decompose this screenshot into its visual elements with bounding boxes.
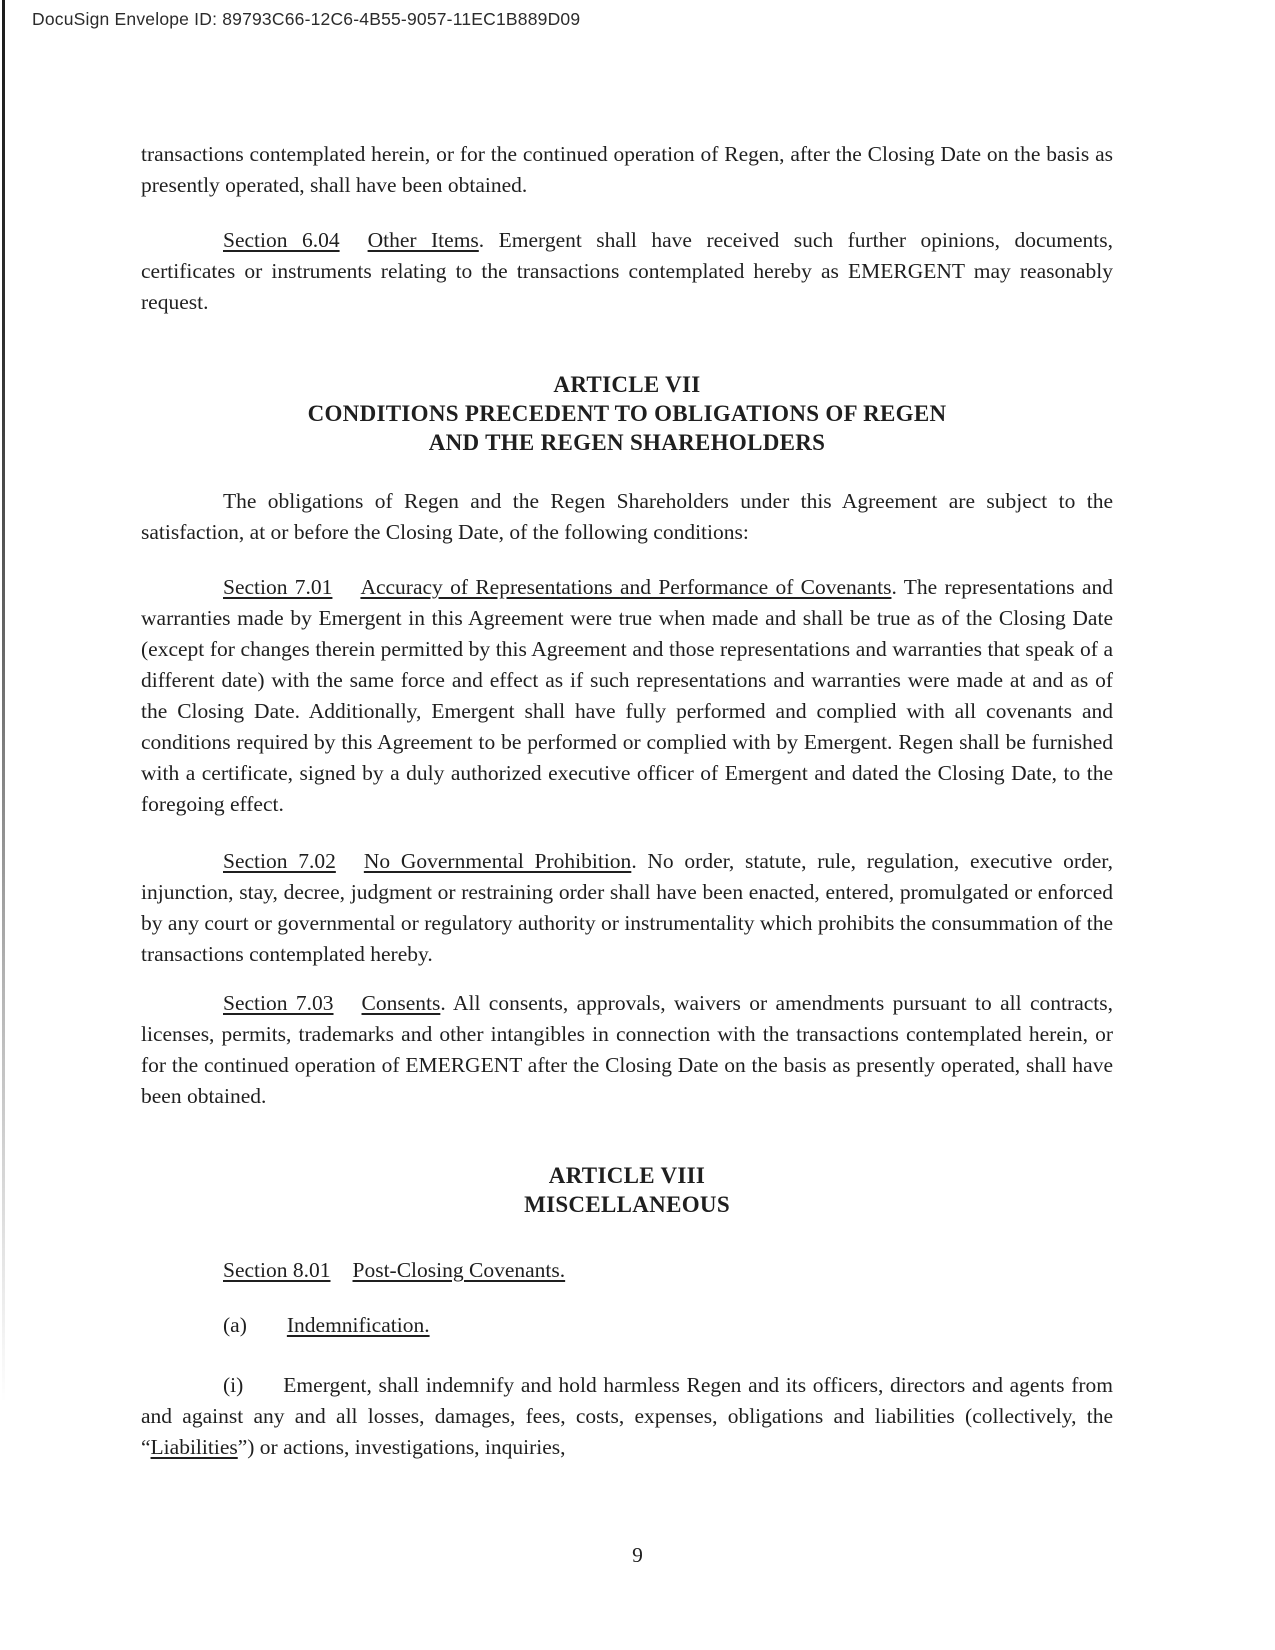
article-vii-title-line2: AND THE REGEN SHAREHOLDERS bbox=[428, 430, 826, 455]
article-vii-number: ARTICLE VII bbox=[553, 372, 701, 397]
scan-edge-artifact bbox=[2, 0, 5, 1650]
paragraph-carryover-text: transactions contemplated herein, or for the continued operation of Regen, after the Closing Date on the basis as presently operated, shall have been obtained. bbox=[141, 142, 1113, 197]
item-i-body-after: ”) or actions, investigations, inquiries, bbox=[237, 1435, 566, 1459]
item-i-label: (i) bbox=[223, 1373, 244, 1397]
section-7-02-number: Section 7.02 bbox=[223, 849, 336, 873]
section-7-03-title: Consents bbox=[361, 991, 441, 1015]
section-7-01-title: Accuracy of Representations and Performance of Covenants bbox=[360, 575, 892, 599]
paragraph-section-7-01 bbox=[141, 572, 1113, 820]
section-7-01-body: . The representations and warranties made by Emergent in this Agreement were true when made and shall be true as of the Closing Date (except for changes therein permitted by this Agreement and those representations and warranties that speak of a different date) with the same force and effect as if such representations and warranties were made at and as of the Closing Date. Additionally, Emergent shall have fully performed and complied with all covenants and conditions required by this Agreement to be performed or complied with by Emergent. Regen shall be furnished with a certificate, signed by a duly authorized executive officer of Emergent and dated the Closing Date, to the foregoing effect. bbox=[141, 575, 1113, 816]
paragraph-carryover bbox=[141, 139, 1113, 201]
page-number: 9 bbox=[632, 1543, 643, 1567]
document-body bbox=[141, 139, 1113, 1463]
section-7-03-number: Section 7.03 bbox=[223, 991, 334, 1015]
section-7-02-body: . No order, statute, rule, regulation, executive order, injunction, stay, decree, judgment or restraining order shall have been enacted, entered, promulgated or enforced by any court or governmental or regulatory authority or instrumentality which prohibits the consummation of the transactions contemplated hereby. bbox=[141, 849, 1113, 966]
section-7-01-number: Section 7.01 bbox=[223, 575, 333, 599]
item-a-label: (a) bbox=[223, 1313, 247, 1337]
paragraph-section-7-03 bbox=[141, 988, 1113, 1112]
section-7-02-title: No Governmental Prohibition bbox=[363, 849, 632, 873]
paragraph-obligations-text: The obligations of Regen and the Regen Shareholders under this Agreement are subject to the satisfaction, at or before the Closing Date, of the following conditions: bbox=[141, 489, 1113, 544]
article-viii-number: ARTICLE VIII bbox=[548, 1163, 706, 1188]
section-8-01-number: Section 8.01 bbox=[223, 1258, 331, 1282]
section-8-01-title: Post-Closing Covenants. bbox=[352, 1258, 566, 1282]
liabilities-defined-term: Liabilities bbox=[150, 1435, 238, 1459]
section-7-03-body: . All consents, approvals, waivers or amendments pursuant to all contracts, licenses, permits, trademarks and other intangibles in connection with the transactions contemplated herein, or for the continued operation of EMERGENT after the Closing Date on the basis as presently operated, shall have been obtained. bbox=[141, 991, 1113, 1108]
paragraph-section-7-02 bbox=[141, 846, 1113, 970]
article-viii-title: MISCELLANEOUS bbox=[524, 1192, 730, 1217]
section-6-04-title: Other Items bbox=[367, 228, 479, 252]
docusign-envelope-id: DocuSign Envelope ID: 89793C66-12C6-4B55-9057-11EC1B889D09 bbox=[32, 9, 581, 29]
paragraph-section-8-01 bbox=[141, 1255, 1113, 1286]
article-vii-title-line1: CONDITIONS PRECEDENT TO OBLIGATIONS OF REGEN bbox=[307, 401, 947, 426]
paragraph-section-6-04 bbox=[141, 225, 1113, 318]
item-i-body-before: Emergent, shall indemnify and hold harmless Regen and its officers, directors and agents from and against any and all losses, damages, fees, costs, expenses, obligations and liabilities (collectively, the “ bbox=[141, 1373, 1113, 1459]
paragraph-item-i bbox=[141, 1370, 1113, 1463]
paragraph-item-a bbox=[141, 1310, 1113, 1341]
paragraph-obligations bbox=[141, 486, 1113, 548]
article-viii-heading bbox=[141, 1161, 1113, 1219]
section-6-04-number: Section 6.04 bbox=[223, 228, 340, 252]
article-vii-heading bbox=[141, 370, 1113, 457]
section-6-04-body: . Emergent shall have received such further opinions, documents, certificates or instruments relating to the transactions contemplated hereby as EMERGENT may reasonably request. bbox=[141, 228, 1113, 314]
item-a-title: Indemnification. bbox=[286, 1313, 430, 1337]
